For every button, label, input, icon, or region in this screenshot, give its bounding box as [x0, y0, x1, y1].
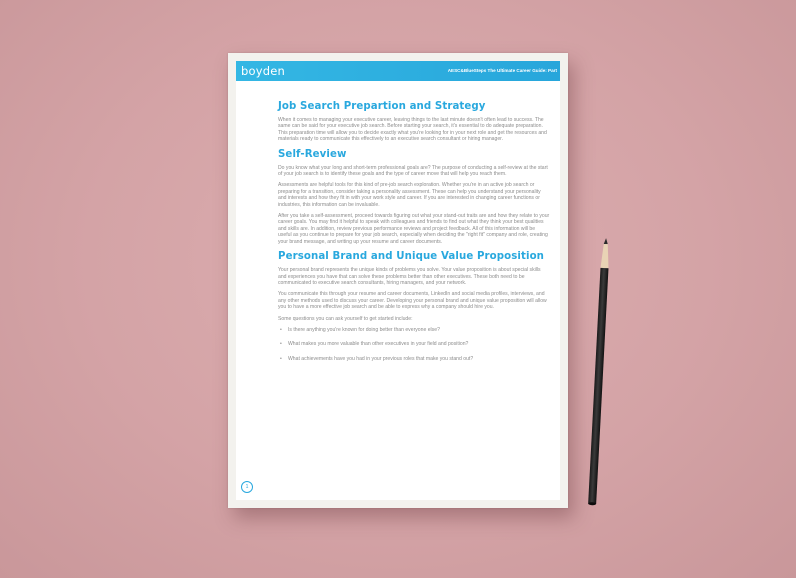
document-sheet [228, 53, 568, 508]
section-personal-brand [278, 251, 550, 362]
paragraph: Assessments are helpful tools for this kind of pre-job search exploration. Whether you're in an active job search or preparing for a transition, consider taking a personality assessment. These can help you understand your personality and interests and how they fit in with your work style and career. If you are interested in changing career functions or industries, this information can be invaluable. [278, 182, 541, 208]
section-job-search [278, 101, 550, 143]
document-content [278, 101, 550, 370]
boyden-logo: boyden [241, 64, 286, 78]
list-item: • Is there anything you're known for doing better than everyone else? [288, 327, 550, 333]
list-item: • What makes you more valuable than other executives in your field and position? [288, 341, 550, 347]
paragraph: After you take a self-assessment, proceed towards figuring out what your stand-out traits are and how they relate to your career goals. You may find it helpful to speak with colleagues and friends to find out what they think your best qualities and skills are. In addition, review previous performance reviews and project feedback. All of this information will be useful as you continue to prepare for your job search, especially when deciding the "right fit" company and role, creating your brand message, and writing up your resume and career documents. [278, 213, 550, 245]
paragraph: You communicate this through your resume and career documents, LinkedIn and social media profiles, interviews, and any other methods used to discuss your career. Developing your personal brand and unique value proposition will allow you to have a more effective job search and be able to express why a company should hire you. [278, 291, 547, 311]
paragraph: Some questions you can ask yourself to get started include: [278, 315, 413, 322]
section-heading: Personal Brand and Unique Value Proposition [278, 251, 545, 263]
section-heading: Job Search Prepartion and Strategy [278, 101, 486, 112]
guide-title: AESC&BlueSteps The Ultimate Career Guide: Part [447, 68, 557, 73]
document-page [236, 61, 560, 500]
list-item: • What achievements have you had in your previous roles that make you stand out? [288, 356, 550, 362]
question-list [278, 327, 550, 362]
page-header-bar [236, 61, 560, 81]
paragraph: Your personal brand represents the unique kinds of problems you solve. Your value proposition is about special skills and experiences you have that can solve these problems better than other executives. These both need to be communicated to executive search consultants, hiring managers, and your network. [278, 267, 541, 286]
section-heading: Self-Review [278, 148, 347, 160]
paragraph: Do you know what your long and short-term professional goals are? The purpose of conducting a self-review at the start of your job search is to identify these goals and the type of career move that will help you reach them. [278, 164, 548, 178]
section-self-review [278, 149, 550, 245]
page-number-badge: 1 [241, 481, 253, 493]
pencil-icon [579, 237, 623, 508]
paragraph: When it comes to managing your executive career, leaving things to the last minute doesn't often lead to success. The same can be said for your executive job search. Before starting your search, it's essential to do adequate preparation. This preparation time will allow you to decide exactly what you're looking for in your next role and get the resources and materials ready to communicate this effectively to an executive search consultant or hiring manager. [278, 117, 547, 143]
